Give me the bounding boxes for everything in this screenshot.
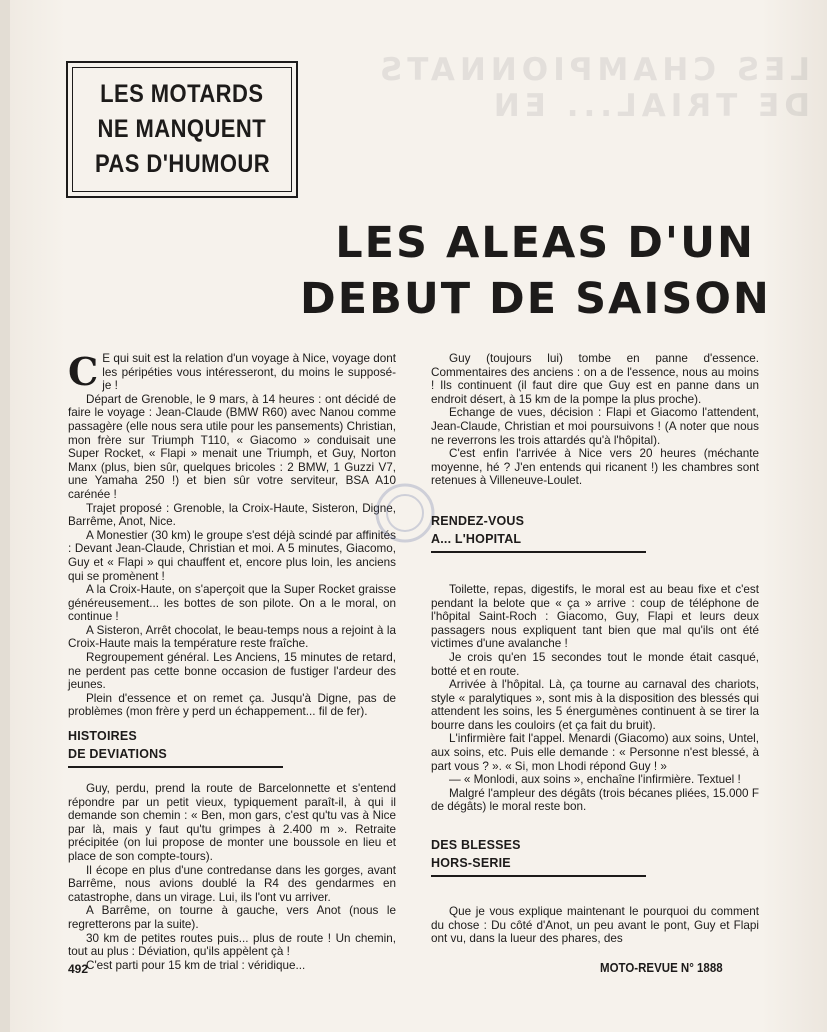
subhead-rule	[431, 875, 646, 877]
headline-line-1: LES ALEAS D'UN	[335, 218, 755, 268]
paragraph: 30 km de petites routes puis... plus de route ! Un chemin, tout au plus : Déviation, qu'ils appèlent çà !	[68, 931, 396, 959]
paragraph: Echange de vues, décision : Flapi et Giacomo l'attendent, Jean-Claude, Christian et moi poursuivons ! (A noter que nous ne reverrons les trois attardés qu'à l'hôpital).	[431, 406, 759, 447]
paragraph: Toilette, repas, digestifs, le moral est au beau fixe et c'est pendant la belote que « ça » arrive : coup de téléphone de l'hôpital Saint-Roch : Giacomo, Guy, Flapi et leurs deux passagers nous expliquent tant bien que mal qu'ils ont été victimes d'une avalanche !	[431, 582, 759, 651]
page-number: 492	[68, 962, 89, 976]
paragraph: Arrivée à l'hôpital. Là, ça tourne au carnaval des chariots, style « paralytiques », sont mis à la disposition des blessés qui attendent les soins, les 5 énergumènes continuent à se tirer la bourre dans les couloirs (et ça fait du bruit).	[431, 678, 759, 732]
subhead-histoires	[68, 727, 396, 768]
paragraph: A Barrême, on tourne à gauche, vers Anot (nous le regretterons par la suite).	[68, 904, 396, 931]
dropcap: C	[68, 349, 99, 394]
ghost-line-2: DE TRIAL... EN	[488, 88, 810, 124]
subhead-rule	[431, 551, 646, 553]
paragraph: A Monestier (30 km) le groupe s'est déjà scindé par affinités : Devant Jean-Claude, Christian et moi. A 5 minutes, Giacomo, Guy et « Flapi » qui chauffent et, encore plus loin, les anciens qui se promènent !	[68, 528, 396, 583]
subhead-line-1: DES BLESSES	[431, 838, 521, 853]
paragraph: C'est parti pour 15 km de trial : véridique...	[86, 958, 306, 972]
paragraph: Plein d'essence et on remet ça. Jusqu'à Digne, pas de problèmes (mon frère y perd un échappement... fil de fer).	[68, 691, 396, 719]
show-through-text	[330, 52, 810, 124]
paragraph: — « Monlodi, aux soins », enchaîne l'infirmière. Textuel !	[449, 773, 741, 787]
kicker-line-2: NE MANQUENT	[97, 115, 267, 143]
paragraph: C'est enfin l'arrivée à Nice vers 20 heures (méchante moyenne, hé ? J'en entends qui ricanent !) les chambres sont retenues à Villeneuve-Loulet.	[431, 447, 759, 488]
article-headline	[300, 215, 771, 327]
intro-paragraph	[68, 349, 396, 394]
paragraph: Regroupement général. Les Anciens, 15 minutes de retard, ne perdent pas cette bonne occasion de fustiger l'ardeur des jeunes.	[68, 651, 396, 692]
paragraph: Il écope en plus d'une contredanse dans les gorges, avant Barrême, nous avions doublé la R4 des gendarmes en catastrophe, dans un virage. Lui, ils l'ont vu arriver.	[68, 863, 396, 904]
paragraph: A Sisteron, Arrêt chocolat, le beau-temps nous a rejoint à la Croix-Haute mais la température reste fraîche.	[68, 623, 396, 651]
subhead-line-2: DE DEVIATIONS	[68, 747, 167, 762]
paragraph: Trajet proposé : Grenoble, la Croix-Haute, Sisteron, Digne, Barrême, Anot, Nice.	[68, 501, 396, 529]
kicker-box	[66, 61, 298, 198]
headline-line-2: DEBUT DE SAISON	[300, 274, 771, 324]
kicker-line-1: LES MOTARDS	[100, 80, 264, 108]
watermark-stamp-icon	[370, 478, 440, 548]
subhead-line-2: A... L'HOPITAL	[431, 531, 522, 546]
page-edge	[0, 0, 10, 1032]
paragraph: Départ de Grenoble, le 9 mars, à 14 heures : ont décidé de faire le voyage : Jean-Claude (BMW R60) avec Nanou comme passagère (elle nous sera utile pour les pansements) Christian, mon frère sur Triumph T110, « Giacomo » conduisait une Super Rocket, « Flapi » menait une Triumph, et Guy, Norton Manx (plus, bien sûr, quelques bricoles : 2 BMW, 1 Guzzi V7, une Yamaha 250 !) et bien sûr votre serviteur, BSA A10 carénée !	[68, 392, 396, 501]
subhead-line-1: RENDEZ-VOUS	[431, 513, 525, 528]
intro-text: E qui suit est la relation d'un voyage à Nice, voyage dont les péripéties vous intéresseront, du moins le supposé-je !	[102, 352, 396, 393]
right-column	[431, 352, 759, 946]
subhead-line-2: HORS-SERIE	[431, 856, 511, 871]
subhead-blesses	[431, 836, 759, 877]
kicker-box-inner	[72, 67, 292, 192]
ghost-line-1: LES CHAMPIONNATS	[374, 52, 810, 88]
subhead-line-1: HISTOIRES	[68, 729, 137, 744]
magazine-issue: MOTO-REVUE N° 1888	[600, 961, 723, 975]
paragraph: Guy, perdu, prend la route de Barcelonnette et s'entend répondre par un petit vieux, typiquement paraît-il, à qui il demande son chemin : « Ben, mon gars, c'est qu'tu vas à Nice par là, mais y faut qu'tu grimpes à 2.400 m ». Retraite précipitée (on lui propose de monter une boussole en lieu et place de son compte-tours).	[68, 782, 396, 863]
paragraph: L'infirmière fait l'appel. Menardi (Giacomo) aux soins, Untel, aux soins, etc. Puis elle demande : « Personne n'est blessé, à part vous ? ». « Si, mon Lhodi répond Guy ! »	[431, 732, 759, 773]
paragraph: Je crois qu'en 15 secondes tout le monde était casqué, botté et en route.	[431, 650, 759, 678]
left-column	[68, 349, 396, 972]
subhead-rendez-vous	[431, 512, 759, 553]
paragraph: Que je vous explique maintenant le pourquoi du comment du chose : Du côté d'Anot, un peu avant le pont, Guy et Flapi ont vu, dans la lueur des phares, des	[431, 905, 759, 946]
kicker-line-3: PAS D'HUMOUR	[94, 150, 270, 178]
subhead-rule	[68, 766, 283, 768]
paragraph: Guy (toujours lui) tombe en panne d'essence. Commentaires des anciens : on a de l'essence, nous au moins ! Ils continuent (il faut dire que Guy est en panne dans un endroit désert, à 15 km de la pompe la plus proche).	[431, 352, 759, 406]
paragraph: Malgré l'ampleur des dégâts (trois bécanes pliées, 15.000 F de dégâts) le moral reste bon.	[431, 786, 759, 814]
paragraph: A la Croix-Haute, on s'aperçoit que la Super Rocket graisse généreusement... les bottes de son pilote. On a le moral, on continue !	[68, 583, 396, 624]
